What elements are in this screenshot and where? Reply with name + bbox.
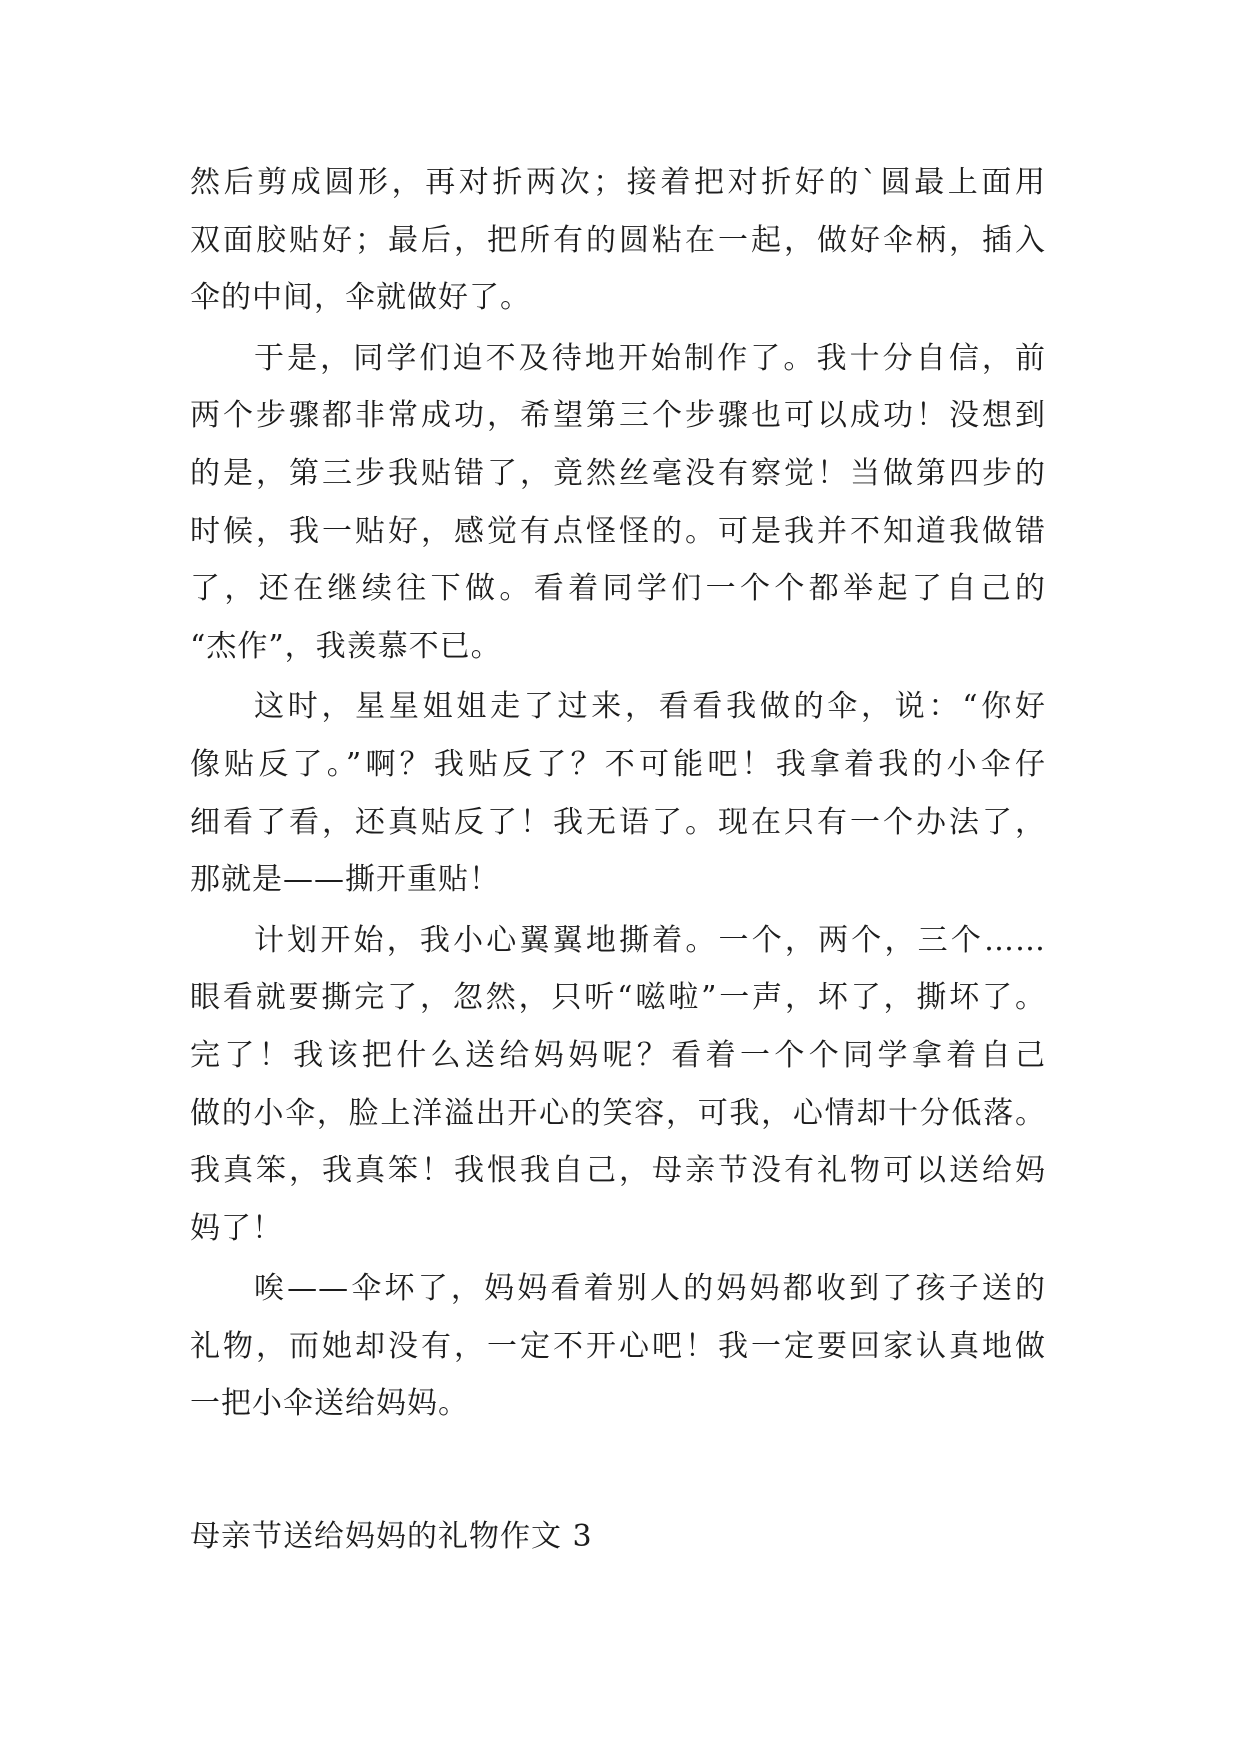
text-line: 的是，第三步我贴错了，竟然丝毫没有察觉！当做第四步的 [190, 455, 1046, 491]
text-line: 细看了看，还真贴反了！我无语了。现在只有一个办法了， [190, 804, 1046, 840]
paragraph [190, 912, 1046, 1258]
text-line: 眼看就要撕完了，忽然，只听“嗞啦”一声，坏了，撕坏了。 [190, 980, 1046, 1016]
text-line: 完了！我该把什么送给妈妈呢？看着一个个同学拿着自己 [190, 1037, 1046, 1073]
text-line: 唉——伞坏了，妈妈看着别人的妈妈都收到了孩子送的 [254, 1271, 1046, 1307]
text-line: 一把小伞送给妈妈。 [190, 1386, 469, 1422]
document-body [190, 154, 1046, 1433]
paragraph [190, 154, 1046, 327]
text-line: 计划开始，我小心翼翼地撕着。一个，两个，三个…… [254, 922, 1046, 958]
text-line: 妈了！ [190, 1210, 283, 1246]
paragraph [190, 1260, 1046, 1433]
text-line: 伞的中间，伞就做好了。 [190, 280, 531, 316]
text-line: 礼物，而她却没有，一定不开心吧！我一定要回家认真地做 [190, 1328, 1046, 1364]
section-title: 母亲节送给妈妈的礼物作文 3 [190, 1519, 593, 1554]
text-line: 我真笨，我真笨！我恨我自己，母亲节没有礼物可以送给妈 [190, 1153, 1046, 1189]
text-line: 像贴反了。”啊？我贴反了？不可能吧！我拿着我的小伞仔 [190, 746, 1046, 782]
text-line: 然后剪成圆形，再对折两次；接着把对折好的`圆最上面用 [190, 165, 1046, 200]
text-line: 这时，星星姐姐走了过来，看看我做的伞，说：“你好 [254, 689, 1046, 725]
text-line: 了，还在继续往下做。看着同学们一个个都举起了自己的 [190, 571, 1046, 607]
text-line: 双面胶贴好；最后，把所有的圆粘在一起，做好伞柄，插入 [190, 222, 1046, 258]
paragraph [190, 330, 1046, 676]
text-line: 两个步骤都非常成功，希望第三个步骤也可以成功！没想到 [190, 398, 1046, 434]
text-line: 于是，同学们迫不及待地开始制作了。我十分自信，前 [254, 340, 1046, 376]
paragraph [190, 678, 1046, 908]
text-line: 那就是——撕开重贴！ [190, 862, 500, 898]
text-line: 做的小伞，脸上洋溢出开心的笑容，可我，心情却十分低落。 [190, 1095, 1046, 1131]
text-line: “杰作”，我羡慕不已。 [190, 628, 502, 664]
text-line: 时候，我一贴好，感觉有点怪怪的。可是我并不知道我做错 [190, 513, 1046, 549]
